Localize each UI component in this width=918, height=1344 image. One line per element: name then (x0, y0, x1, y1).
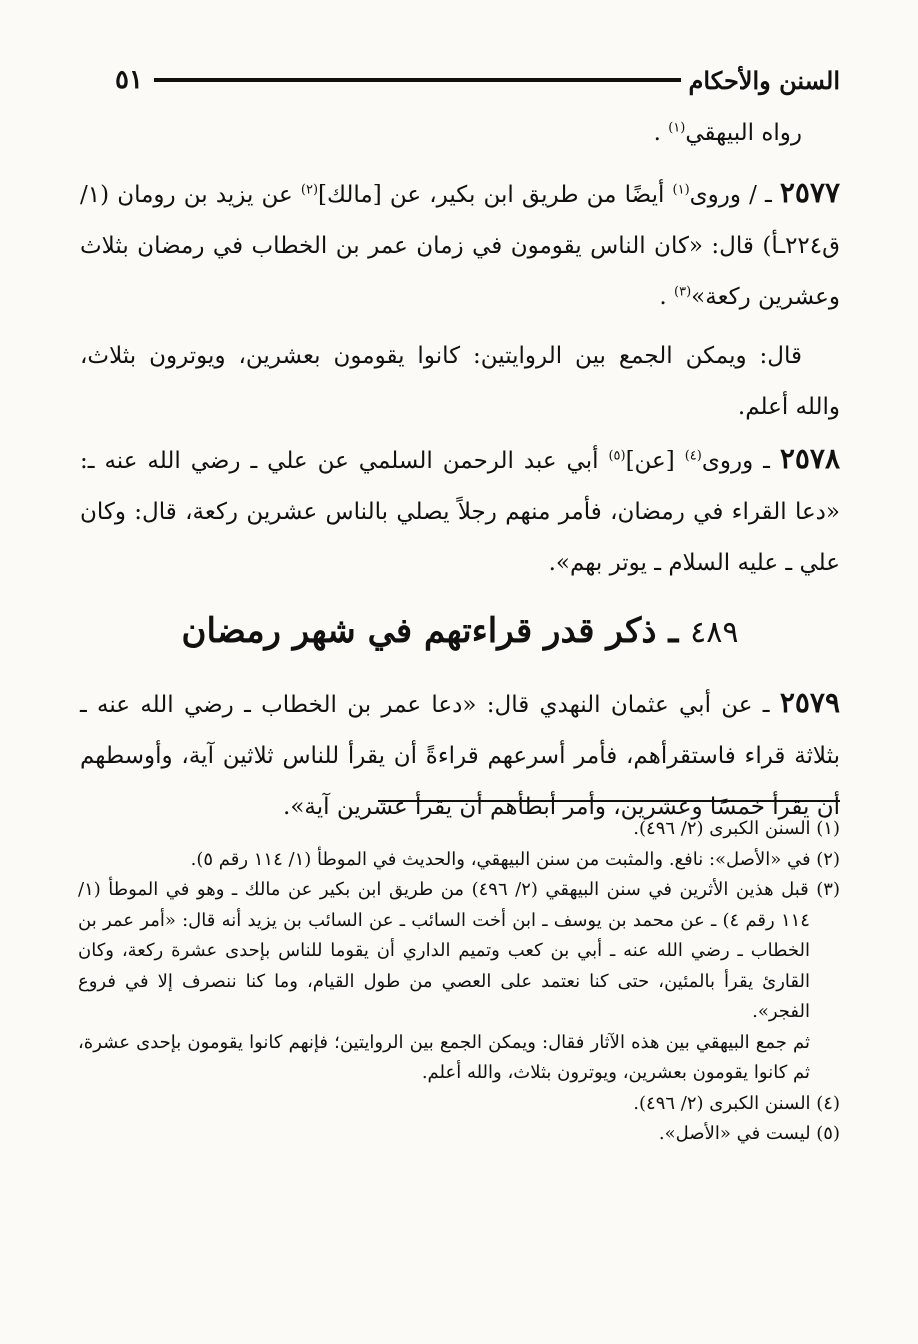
section-title: ـ ذكر قدر قراءتهم في شهر رمضان (181, 611, 691, 651)
page-number: ٥١ (115, 65, 143, 95)
author-comment: قال: ويمكن الجمع بين الروايتين: كانوا يقومون بعشرين، ويوترون بثلاث، والله أعلم. (80, 343, 840, 420)
footnote-separator (378, 800, 840, 802)
footnote-ref: (٥) (608, 448, 626, 464)
header-rule (154, 78, 681, 82)
footnote-ref: (٣) (674, 284, 692, 300)
footnote-ref: (١) (672, 182, 690, 198)
hadith-number: ٢٥٧٩ (779, 686, 840, 719)
footnote-ref: (١) (668, 120, 686, 136)
running-header (112, 62, 840, 98)
footnote-ref: (٤) (684, 448, 702, 464)
paragraph-rawahu: رواه البيهقي$^{(١)}$ . (653, 120, 802, 146)
footnote-3-continuation: ثم جمع البيهقي بين هذه الآثار فقال: ويمكن الجمع بين الروايتين؛ فإنهم كانوا يقومون بإحدى عشرة، ثم كانوا يقومون بعشرين، ويوترون بثلاث، والله أعلم. (78, 1031, 810, 1083)
section-number: ٤٨٩ (690, 615, 739, 650)
section-heading (80, 601, 840, 663)
hadith-2577: ٢٥٧٧ ـ / وروى$^{(١)}$ أيضًا من طريق ابن بكير، عن [مالك]$^{(٢)}$ عن يزيد بن رومان (١/ق٢٢٤ـأ) قال: «كان الناس يقومون في زمان عمر بن الخطاب في رمضان بثلاث وعشرين ركعة»$^{(٣)}$ . (80, 176, 841, 310)
footnote-3: (٣) قبل هذين الأثرين في سنن البيهقي (٢/ ٤٩٦) من طريق ابن بكير عن مالك ـ وهو في الموطأ (١/ ١١٤ رقم ٤) ـ عن محمد بن يوسف ـ ابن أخت السائب ـ عن السائب بن يزيد أنه قال: «أمر عمر بن الخطاب ـ رضي الله عنه ـ أبي بن كعب وتميم الداري أن يقوما للناس بإحدى عشرة ركعة، وكان القارئ يقرأ بالمئين، حتى كنا نعتمد على العصي من طول القيام، وما كنا ننصرف إلا في فروع الفجر». (78, 879, 840, 1022)
footnote-1: (١) السنن الكبرى (٢/ ٤٩٦). (633, 818, 840, 839)
footnotes (78, 814, 840, 1150)
footnote-ref: (٢) (300, 182, 319, 198)
footnote-4: (٤) السنن الكبرى (٢/ ٤٩٦). (633, 1092, 840, 1114)
book-title: السنن والأحكام (688, 65, 840, 95)
hadith-2579: ٢٥٧٩ ـ عن أبي عثمان النهدي قال: «دعا عمر بن الخطاب ـ رضي الله عنه ـ بثلاثة قراء فاستقرأهم، فأمر أسرعهم قراءةً أن يقرأ للناس ثلاثين آية، وأوسطهم أن يقرأ خمسًا وعشرين، وأمر أبطأهم أن يقرأ عشرين آية». (80, 686, 840, 820)
hadith-number: ٢٥٧٧ (779, 176, 841, 209)
hadith-number: ٢٥٧٨ (779, 442, 840, 475)
main-text (80, 108, 840, 833)
footnote-5: (٥) ليست في «الأصل». (658, 1123, 840, 1144)
footnote-2: (٢) في «الأصل»: نافع. والمثبت من سنن البيهقي، والحديث في الموطأ (١/ ١١٤ رقم ٥). (190, 848, 840, 870)
hadith-2578: ٢٥٧٨ ـ وروى$^{(٤)}$ [عن]$^{(٥)}$ أبي عبد الرحمن السلمي عن علي ـ رضي الله عنه ـ: «دعا القراء في رمضان، فأمر منهم رجلاً يصلي بالناس عشرين ركعة، قال: وكان علي ـ عليه السلام ـ يوتر بهم». (80, 442, 840, 576)
